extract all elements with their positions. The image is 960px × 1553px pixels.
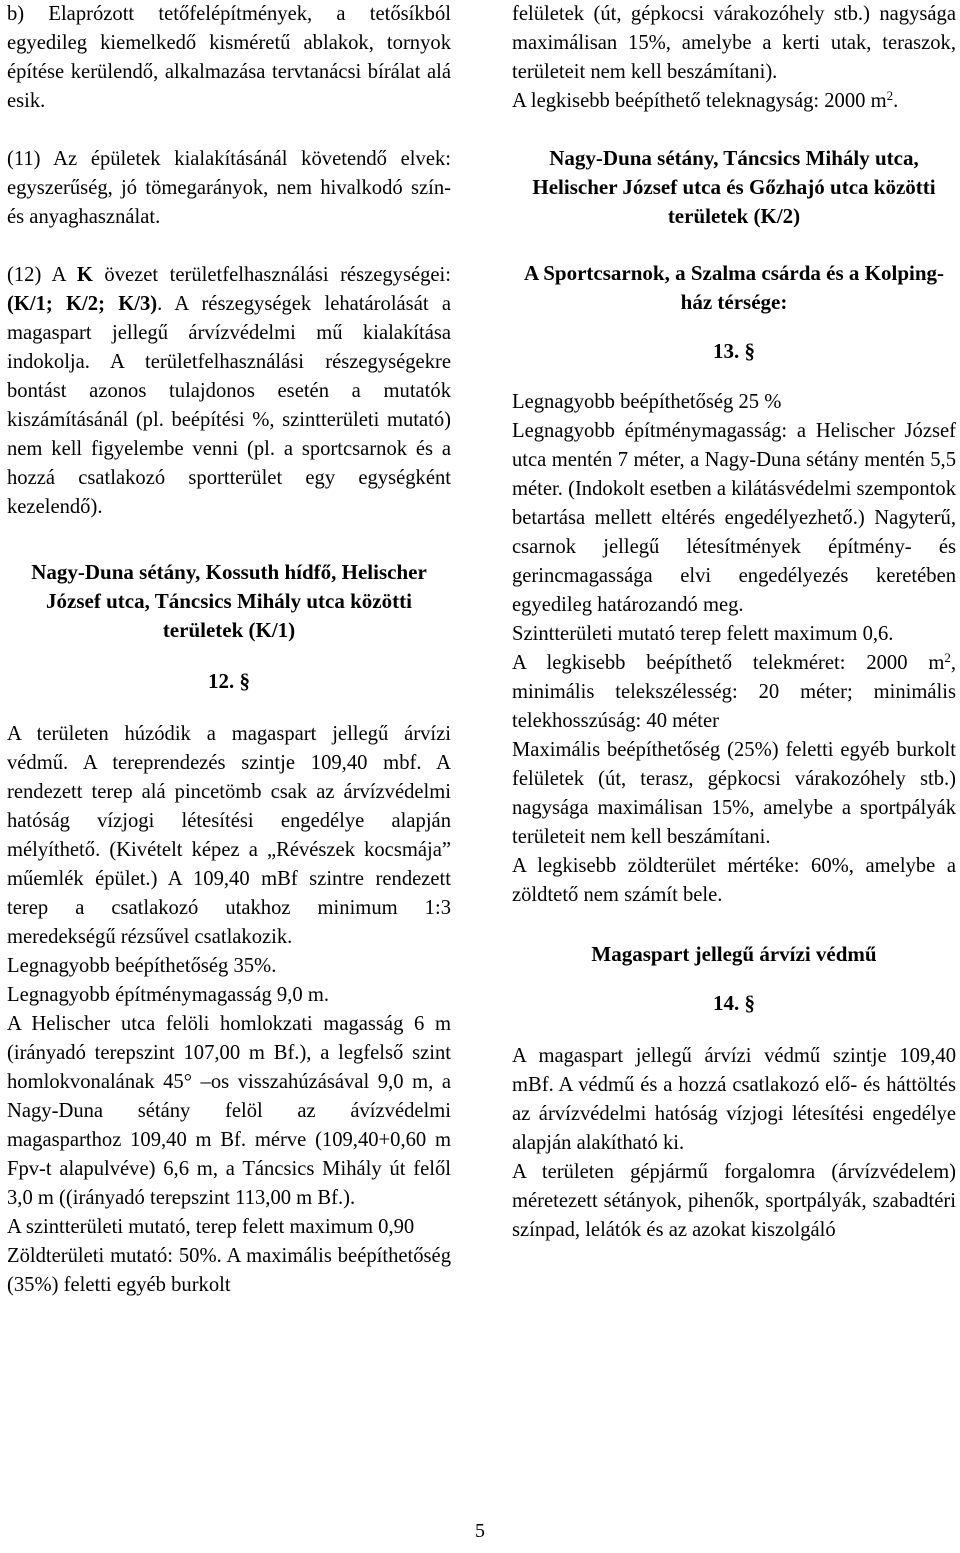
paragraph-k2-4-rest: , minimális telekszélesség: 20 méter; minimális telekhosszúság: 40 méter	[512, 652, 956, 732]
section-13: 13. §	[713, 339, 755, 363]
section-14: 14. §	[713, 991, 755, 1015]
paragraph-12-body: . A részegységek lehatárolását a magaspart jellegű árvízvédelmi mű kialakítása indokolja. A területfelhasználási részegységekre bontást azonos tulajdonos esetén a mutatók kiszámításánál (pl. beépítési %, szintterületi mutató) nem kell figyelembe venni (pl. a sportcsarnok és a hozzá csatlakozó sportterület egy egységként kezelendő).	[7, 293, 451, 518]
zone-subunits: (K/1; K/2; K/3)	[7, 293, 158, 315]
paragraph-b: b) Elaprózott tetőfelépítmények, a tetősíkból egyedileg kiemelkedő kisméretű ablakok, tornyok építése kerülendő, alkalmazása tervtanácsi bírálat alá esik.	[7, 3, 451, 112]
paragraph-k2-6: A legkisebb zöldterület mértéke: 60%, amelybe a zöldtető nem számít bele.	[512, 855, 956, 906]
paragraph-cont-1: felületek (út, gépkocsi várakozóhely stb.) nagysága maximálisan 15%, amelybe a kerti utak, teraszok, területeit nem kell beszámítani).	[512, 3, 956, 83]
paragraph-k1-6: Zöldterületi mutató: 50%. A maximális beépíthetőség (35%) feletti egyéb burkolt	[7, 1245, 451, 1296]
paragraph-k1-5: A szintterületi mutató, terep felett maximum 0,90	[7, 1216, 415, 1238]
page-number: 5	[475, 1520, 485, 1542]
paragraph-k2-1: Legnagyobb beépíthetőség 25 %	[512, 391, 782, 413]
paragraph-k2-2: Legnagyobb építménymagasság: a Helischer József utca mentén 7 méter, a Nagy-Duna sétány mentén 5,5 méter. (Indokolt esetben a kilátásvédelmi szempontok betartása mellett eltérés engedélyezhető.) Nagyterű, csarnok jellegű létesítmények építmény- és gerincmagassága elvi engedélyezés keretében egyedileg határozandó meg.	[512, 420, 956, 616]
paragraph-11: (11) Az épületek kialakításánál követendő elvek: egyszerűség, jó tömegarányok, nem hivalkodó szín- és anyaghasználat.	[7, 148, 451, 228]
paragraph-k2-5: Maximális beépíthetőség (25%) feletti egyéb burkolt felületek (út, terasz, gépkocsi várakozóhely stb.) nagysága maximálisan 15%, amelybe a sportpályák területeit nem kell beszámítani.	[512, 739, 956, 848]
paragraph-k1-2: Legnagyobb beépíthetőség 35%.	[7, 955, 277, 977]
right-column	[512, 0, 956, 1245]
paragraph-k2-4	[512, 649, 956, 736]
heading-k3: Magaspart jellegű árvízi védmű	[591, 942, 877, 966]
paragraph-cont-2	[512, 87, 956, 116]
paragraph-k3-1: A magaspart jellegű árvízi védmű szintje 109,40 mBf. A védmű és a hozzá csatlakozó elő- és háttöltés az árvízvédelmi hatóság vízjogi létesítési engedélye alapján alakítható ki.	[512, 1045, 956, 1154]
paragraph-cont-2-end: .	[893, 90, 899, 112]
superscript-2: 2	[944, 650, 951, 665]
paragraph-k2-3: Szintterületi mutató terep felett maximum 0,6.	[512, 623, 894, 645]
heading-k1: Nagy-Duna sétány, Kossuth hídfő, Helischer József utca, Táncsics Mihály utca közötti területek (K/1)	[31, 560, 427, 642]
paragraph-k2-4-text: A legkisebb beépíthető telekméret: 2000 m	[512, 652, 945, 674]
paragraph-12	[7, 261, 451, 522]
section-12: 12. §	[208, 669, 250, 693]
zone-code-k: K	[76, 264, 93, 286]
paragraph-k1-3: Legnagyobb építménymagasság 9,0 m.	[7, 984, 329, 1006]
paragraph-k1-4: A Helischer utca felöli homlokzati magasság 6 m (irányadó terepszint 107,00 m Bf.), a legfelső szint homlokvonalának 45° –os visszahúzásával 9,0 m, a Nagy-Duna sétány felöl az ávízvédelmi magasparthoz 109,40 m Bf. mérve (109,40+0,60 m Fpv-t alapulvéve) 6,6 m, a Táncsics Mihály út felől 3,0 m ((irányadó terepszint 113,00 m Bf.).	[7, 1013, 451, 1209]
heading-k2-sub: A Sportcsarnok, a Szalma csárda és a Kolping-ház térsége:	[523, 261, 945, 314]
heading-k2: Nagy-Duna sétány, Táncsics Mihály utca, Helischer József utca és Gőzhajó utca közötti területek (K/2)	[532, 146, 936, 228]
paragraph-cont-2-text: A legkisebb beépíthető teleknagyság: 2000 m	[512, 90, 887, 112]
left-column	[7, 0, 451, 1300]
paragraph-12-intro: (12) A	[7, 264, 77, 286]
paragraph-k1-1: A területen húzódik a magaspart jellegű árvízi védmű. A tereprendezés szintje 109,40 mbf. A rendezett terep alá pincetömb csak az árvízvédelmi hatóság vízjogi létesítési engedélye alapján mélyíthető. (Kivételt képez a „Révészek kocsmája” műemlék épület.) A 109,40 mBf szintre rendezett terep a csatlakozó utakhoz minimum 1:3 meredekségű rézsűvel csatlakozik.	[7, 723, 451, 948]
paragraph-12-mid: övezet területfelhasználási részegységei:	[92, 264, 451, 286]
paragraph-k3-2: A területen gépjármű forgalomra (árvízvédelem) méretezett sétányok, pihenők, sportpályák, szabadtéri színpad, lelátók és az azokat kiszolgáló	[512, 1161, 956, 1241]
superscript-2: 2	[886, 88, 894, 103]
